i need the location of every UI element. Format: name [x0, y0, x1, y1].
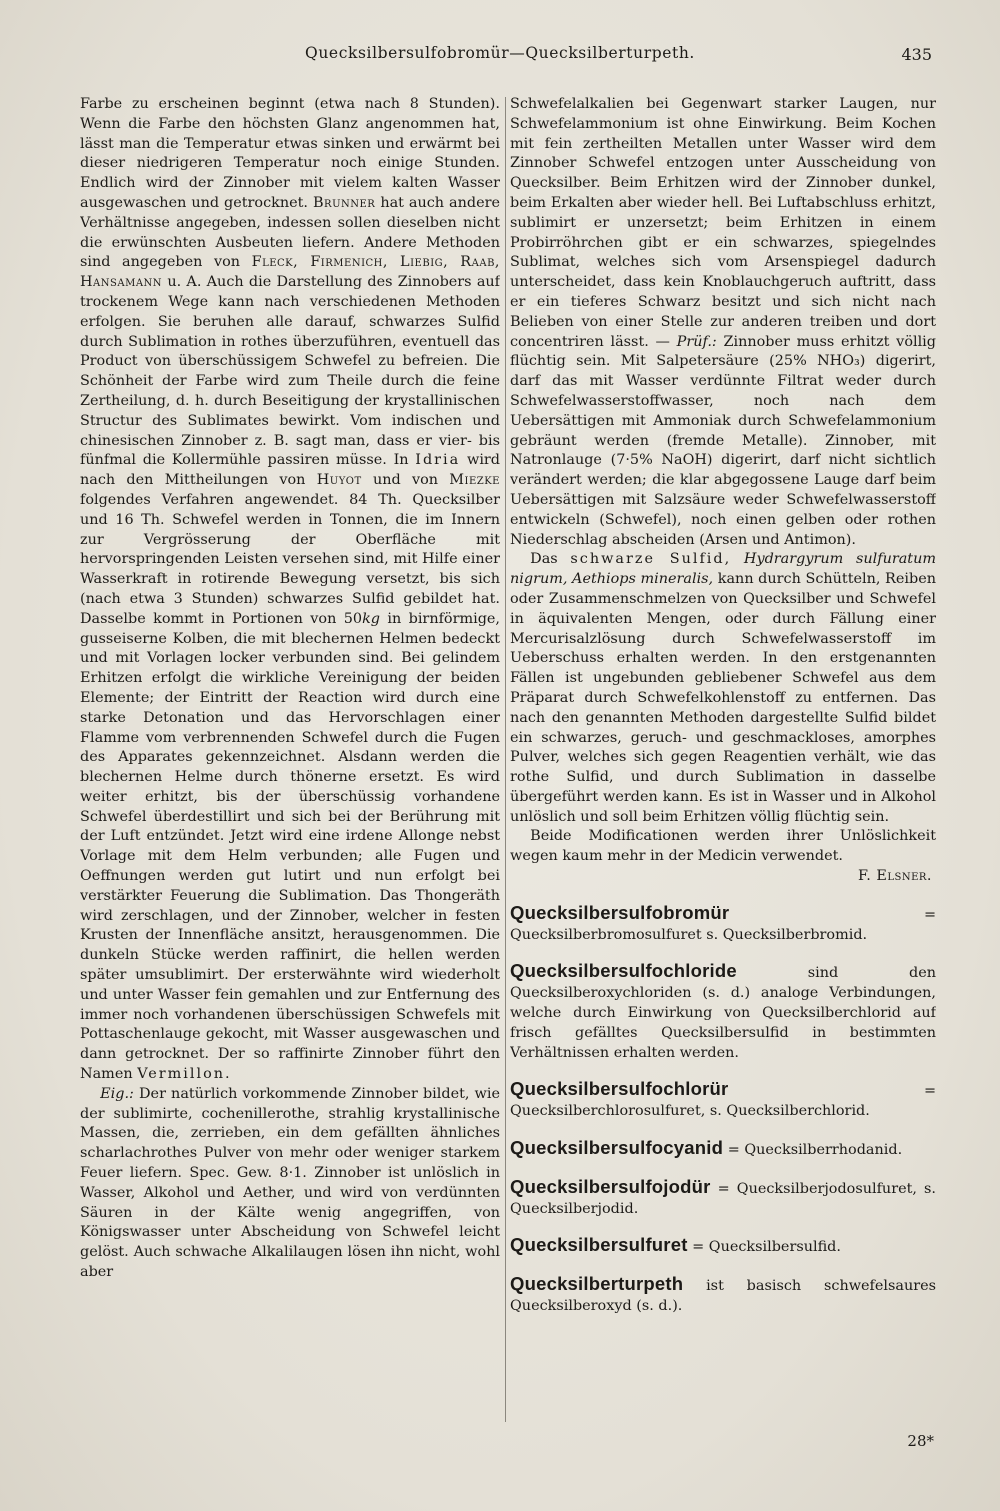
entry-turpeth — [510, 1274, 936, 1317]
entry-headword: Quecksilberturpeth — [510, 1273, 684, 1295]
author-signature: F. Elsner. — [857, 868, 932, 885]
entry-text: = Quecksilberjodosulfuret, s. Quecksilberjodid. — [510, 1180, 936, 1217]
spaced-term: schwarze Sulfid, — [570, 551, 732, 568]
text-run: Farbe zu erscheinen beginnt (etwa nach 8 Stunden). Wenn die Farbe den höchsten Glanz angenommen hat, lässt man die Temperatur etwas sinken und erwärmt bei dieser niedrigeren Temperatur noch einige Stunden. Endlich wird der Zinnober mit vielem kalten Wasser ausgewaschen und getrocknet. — [80, 96, 500, 211]
left-paragraph-1 — [80, 95, 500, 1085]
section-label: Eig.: — [100, 1085, 134, 1102]
author-name: Brunner — [312, 194, 376, 211]
entry-headword: Quecksilbersulfochlorür — [510, 1078, 729, 1100]
author-names: Fleck, Firmenich, Liebig, Raab, Hansamann — [80, 254, 500, 291]
section-label: Prüf.: — [676, 333, 717, 350]
place-name: Idria — [415, 452, 461, 469]
text-run: Der natürlich vorkommende Zinnober bildet, wie der sublimirte, cochenillerothe, strahlig krystallinische Massen, die, zerrieben, ein dem gefällten ähnliches scharlachrothes Pulver von mehr oder weniger starkem Feuer liefern. Spec. Gew. 8·1. Zinnober ist unlöslich in Wasser, Alkohol und Aether, und wird von verdünnten Säuren in der Kälte wenig angegriffen, von Königswasser unter Abscheidung von Schwefel leicht gelöst. Auch schwache Alkalilaugen lösen ihn nicht, wohl aber — [80, 1085, 500, 1281]
entry-sulfojoduer — [510, 1177, 936, 1220]
left-paragraph-2 — [80, 1085, 500, 1283]
page-number: 435 — [901, 45, 932, 64]
entry-text: = Quecksilbersulfid. — [692, 1239, 841, 1256]
text-run: kann durch Schütteln, Reiben oder Zusammenschmelzen von Quecksilber und Schwefel in äquivalenten Mengen, oder durch Fällung einer Mercurisalzlösung durch Schwefelwasserstoff im Ueberschuss erhalten werden. In den erstgenannten Fällen ist ungebunden gebliebener Schwefel aus dem Präparat durch Schwefelkohlenstoff zu entfernen. Das nach den genannten Methoden dargestellte Sulfid bildet ein schwarzes, geruch- und geschmackloses, amorphes Pulver, welches sich gegen Reagentien verhält, wie das rothe Sulfid, und durch Sublimation in dasselbe übergeführt werden kann. Es ist in Wasser und in Alkohol unlöslich und soll beim Erhitzen völlig flüchtig sein. — [510, 571, 936, 825]
column-rule — [505, 97, 506, 1422]
entry-sulfuret — [510, 1235, 936, 1258]
entry-text: = Quecksilberbromosulfuret s. Quecksilberbromid. — [510, 906, 936, 943]
text-run: Zinnober muss erhitzt völlig flüchtig sein. Mit Salpetersäure (25% NHO₃) digerirt, darf das mit Wasser verdünnte Filtrat weder durch Schwefelwasserstoffwasser, noch nach dem Uebersättigen mit Ammoniak durch Schwefelammonium gebräunt werden (fremde Metalle). Zinnober, mit Natronlauge (7·5% NaOH) digerirt, darf nicht sichtlich verändert werden; die klar abgegossene Lauge darf beim Uebersättigen mit Salzsäure weder Schwefelwasserstoff entwickeln (Schwefel), noch einen gelben oder rothen Niederschlag abscheiden (Arsen und Antimon). — [510, 333, 936, 548]
right-column — [510, 95, 936, 1435]
entry-text: = Quecksilberrhodanid. — [727, 1142, 903, 1159]
text-run: Beide Modificationen werden ihrer Unlöslichkeit wegen kaum mehr in der Medicin verwendet. — [510, 828, 936, 865]
running-head — [60, 44, 940, 72]
author-name: Huyot — [316, 472, 362, 489]
entry-sulfocyanid — [510, 1138, 936, 1161]
unit-kg: kg — [362, 610, 380, 627]
running-title: Quecksilbersulfobromür—Quecksilberturpeth. — [305, 44, 695, 62]
entry-headword: Quecksilbersulfojodür — [510, 1175, 711, 1197]
entry-headword: Quecksilbersulfochloride — [510, 960, 737, 982]
entry-text: = Quecksilberchlorosulfuret, s. Quecksilberchlorid. — [510, 1083, 936, 1120]
author-name: Miezke — [449, 472, 500, 489]
sheet-signature: 28* — [907, 1432, 934, 1450]
entry-text: sind den Quecksilberoxychloriden (s. d.) analoge Verbindungen, welche durch Einwirkung von Quecksilberchlorid auf frisch gefälltes Quecksilbersulfid in bestimmten Verhältnissen erhalten werden. — [510, 965, 936, 1061]
text-run: u. A. Auch die Darstellung des Zinnobers auf trockenem Wege kann nach verschiedenen Methoden erfolgen. Sie beruhen alle darauf, schwarzes Sulfid durch Sublimation in rothes überzuführen, eventuell das Product von überschüssigem Schwefel zu befreien. Die Schönheit der Farbe wird zum Theile durch die feine Zertheilung, d. h. durch Beseitigung der krystallinischen Structur des Sublimates bewirkt. Vom indischen und chinesischen Zinnober z. B. sagt man, dass er vier- bis fünfmal die Kollermühle passiren müsse. In — [80, 274, 500, 469]
text-run: und von — [372, 472, 439, 489]
entry-headword: Quecksilbersulfuret — [510, 1234, 688, 1256]
entry-text: ist basisch schwefelsaures Quecksilberoxyd (s. d.). — [510, 1278, 936, 1315]
latin-names: Hydrargyrum sulfuratum nigrum, Aethiops mineralis, — [510, 551, 936, 588]
entry-headword: Quecksilbersulfocyanid — [510, 1137, 724, 1159]
left-column — [80, 95, 500, 1435]
text-run: hat auch andere Verhältnisse angegeben, indessen sollen dieselben nicht die erwünschten Ausbeuten liefern. Andere Methoden sind angegeben von — [80, 194, 500, 271]
entry-sulfochloruer — [510, 1079, 936, 1122]
entry-sulfobromuer — [510, 903, 936, 946]
entry-headword: Quecksilbersulfobromür — [510, 901, 730, 923]
text-run: in birnförmige, gusseiserne Kolben, die mit blechernen Helmen bedeckt und mit Vorlagen locker verbunden sind. Bei gelindem Erhitzen erfolgt die wirkliche Vereinigung der beiden Elemente; der Eintritt der Reaction wird durch eine starke Detonation und das Hervorschlagen einer Flamme vom verbrennenden Schwefel durch die Fugen des Apparates gekennzeichnet. Alsdann werden die blechernen Helme durch thönerne ersetzt. Es wird weiter erhitzt, bis der überschüssig vorhandene Schwefel überdestillirt und sich bei der Berührung mit der Luft entzündet. Jetzt wird eine irdene Allonge nebst Vorlage mit dem Helm verbunden; alle Fugen und Oeffnungen werden gut lutirt und nun erfolgt bei verstärkter Feuerung die Sublimation. Das Thongeräth wird zerschlagen, und der Zinnober, welcher in festen Krusten der Innenfläche ansitzt, herausgenommen. Die dunkeln Stücke werden raffinirt, die hellen werden später umsublimirt. Der ersterwähnte wird wiederholt und unter Wasser fein gemahlen und zur Entfernung des immer noch vorhandenen überschüssigen Schwefels mit Pottaschenlauge gekocht, mit Wasser ausgewaschen und dann getrocknet. Der so raffinirte Zinnober führt den Namen — [80, 610, 500, 1083]
right-paragraph-3 — [510, 827, 936, 867]
text-run: wird nach den Mittheilungen von — [80, 452, 500, 489]
right-paragraph-2 — [510, 550, 936, 827]
text-run: Das — [530, 551, 558, 568]
spaced-term: Vermillon. — [137, 1066, 232, 1083]
right-paragraph-1 — [510, 95, 936, 550]
text-run: folgendes Verfahren angewendet. 84 Th. Quecksilber und 16 Th. Schwefel werden in Tonnen, die im Innern zur Vergrösserung der Oberfläche mit hervorspringenden Leisten versehen sind, mit Hilfe einer Wasserkraft in rotirende Bewegung versetzt, bis sich (nach etwa 3 Stunden) schwarzes Sulfid gebildet hat. Dasselbe kommt in Portionen von 50 — [80, 491, 500, 627]
entry-sulfochloride — [510, 961, 936, 1063]
text-run: Schwefelalkalien bei Gegenwart starker Laugen, nur Schwefelammonium ist ohne Einwirkung. Beim Kochen mit fein zertheilten Metallen unter Wasser wird dem Zinnober Schwefel entzogen unter Ausscheidung von Quecksilber. Beim Erhitzen wird der Zinnober dunkel, beim Erkalten aber wieder hell. Bei Luftabschluss erhitzt, sublimirt er unzersetzt; beim Erhitzen in einem Probirröhrchen gibt er ein schwarzes, spiegelndes Sublimat, welches sich vom Arsenspiegel dadurch unterscheidet, dass kein Knoblauchgeruch auftritt, dass er ein tieferes Schwarz besitzt und sich nicht nach Belieben von einer Stelle zur anderen treiben und dort concentriren lässt. — — [510, 96, 936, 350]
